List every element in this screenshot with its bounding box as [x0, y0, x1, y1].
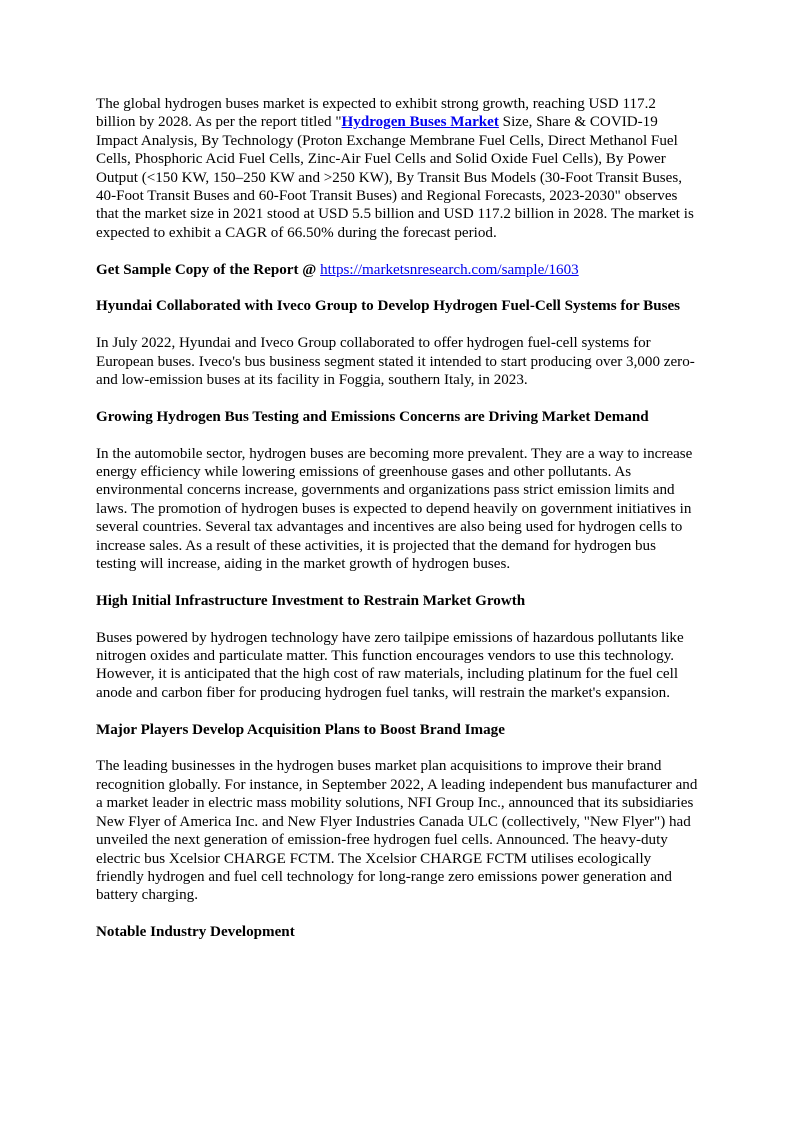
- section-body-market-demand: In the automobile sector, hydrogen buses are becoming more prevalent. They are a way to increase energy efficiency while lowering emissions of greenhouse gases and other pollutants. As environmental concerns increase, governments and organizations pass strict emission limits and laws. The promotion of hydrogen buses is expected to depend heavily on government initiatives in several countries. Several tax advantages and incentives are also being used for hydrogen cells to increase sales. As a result of these activities, it is projected that the demand for hydrogen bus testing will increase, aiding in the market growth of hydrogen buses.: [96, 445, 693, 573]
- section-heading-restraint: High Initial Infrastructure Investment to Restrain Market Growth: [96, 592, 526, 609]
- notable-industry-development-heading: Notable Industry Development: [96, 924, 295, 941]
- sample-copy-label: Get Sample Copy of the Report @: [96, 261, 321, 278]
- section-body-acquisition: The leading businesses in the hydrogen buses market plan acquisitions to improve their brand recognition globally. For instance, in September 2022, A leading independent bus manufacturer and a market leader in electric mass mobility solutions, NFI Group Inc., announced that its subsidiaries New Flyer of America Inc. and New Flyer Industries Canada ULC (collectively, "New Flyer") had unveiled the next generation of emission-free hydrogen fuel cells. Announced. The heavy-duty electric bus Xcelsior CHARGE FCTM. The Xcelsior CHARGE FCTM utilises ecologically friendly hydrogen and fuel cell technology for long-range zero emissions power generation and battery charging.: [96, 758, 698, 904]
- sample-copy-link[interactable]: https://marketsnresearch.com/sample/1603: [320, 261, 579, 278]
- intro-text-after-link: Size, Share & COVID-19 Impact Analysis, By Technology (Proton Exchange Membrane Fuel Cells, Direct Methanol Fuel Cells, Phosphoric Acid Fuel Cells, Zinc-Air Fuel Cells and Solid Oxide Fuel Cells), By Power Output (<150 KW, 150–250 KW and >250 KW), By Transit Bus Models (30-Foot Transit Buses, 40-Foot Transit Buses and 60-Foot Transit Buses) and Regional Forecasts, 2023-2030" observes that the market size in 2021 stood at USD 5.5 billion and USD 117.2 billion in 2028. The market is expected to exhibit a CAGR of 66.50% during the forecast period.: [96, 114, 694, 241]
- section-heading-market-demand: Growing Hydrogen Bus Testing and Emissions Concerns are Driving Market Demand: [96, 408, 649, 425]
- sample-copy-line: [96, 261, 698, 279]
- section-body-hyundai-iveco: In July 2022, Hyundai and Iveco Group collaborated to offer hydrogen fuel-cell systems for European buses. Iveco's bus business segment stated it intended to start producing over 3,000 zero- and low-emission buses at its facility in Foggia, southern Italy, in 2023.: [96, 335, 695, 389]
- intro-text-before-link: The global hydrogen buses market is expected to exhibit strong growth, reaching USD 117.2 billion by 2028. As per the report titled ": [96, 96, 656, 131]
- section-heading-hyundai-iveco: Hyundai Collaborated with Iveco Group to Develop Hydrogen Fuel-Cell Systems for Buses: [96, 298, 681, 315]
- section-heading-acquisition: Major Players Develop Acquisition Plans to Boost Brand Image: [96, 721, 505, 738]
- document-page: [96, 95, 698, 960]
- section-body-restraint: Buses powered by hydrogen technology have zero tailpipe emissions of hazardous pollutants like nitrogen oxides and particulate matter. This function encourages vendors to use this technology. However, it is anticipated that the high cost of raw materials, including platinum for the fuel cell anode and carbon fiber for producing hydrogen fuel tanks, will restrain the market's expansion.: [96, 629, 684, 701]
- intro-paragraph: [96, 95, 698, 242]
- hydrogen-buses-market-link[interactable]: Hydrogen Buses Market: [341, 114, 499, 131]
